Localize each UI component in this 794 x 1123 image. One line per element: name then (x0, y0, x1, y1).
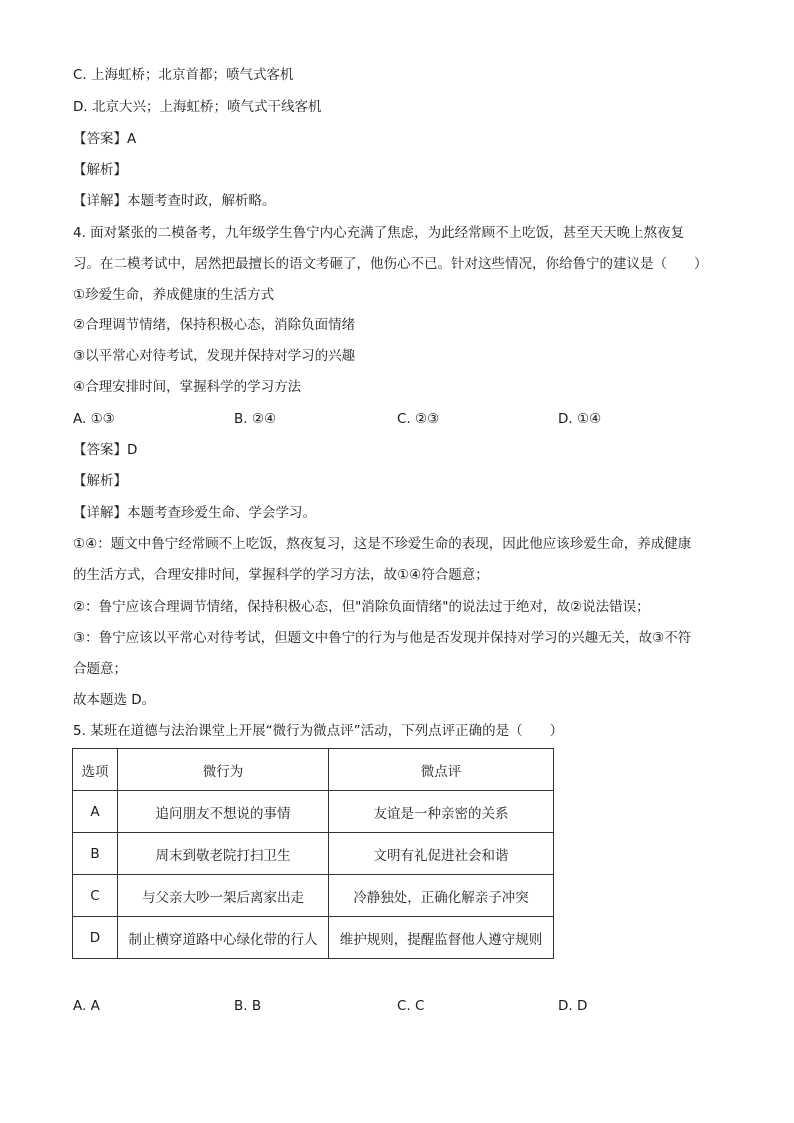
q5-table (72, 748, 554, 959)
q5-choice-a: A. A (73, 998, 100, 1014)
q4-explain1-line1: ①④：题文中鲁宁经常顾不上吃饭，熬夜复习，这是不珍爱生命的表现，因此他应该珍爱生命，养成健康 (73, 536, 692, 552)
table-cell: D (73, 917, 118, 959)
q5-choice-d: D. D (558, 998, 588, 1014)
q3-analysis-label: 【解析】 (73, 162, 127, 178)
q4-choice-d: D. ①④ (558, 411, 602, 427)
q4-choice-c: C. ②③ (397, 411, 440, 427)
table-cell: 文明有礼促进社会和谐 (329, 833, 554, 875)
q4-stem-line2: 习。在二模考试中，居然把最擅长的语文考砸了，他伤心不已。针对这些情况，你给鲁宁的建议是（ ） (73, 256, 708, 272)
table-header-cell: 选项 (73, 749, 118, 791)
table-cell: 追问朋友不想说的事情 (118, 791, 329, 833)
q4-item-3: ③以平常心对待考试，发现并保持对学习的兴趣 (73, 348, 356, 364)
q4-explain3-line2: 合题意； (73, 661, 127, 677)
q4-explain2: ②：鲁宁应该合理调节情绪，保持积极心态，但"消除负面情绪"的说法过于绝对，故②说法错误； (73, 599, 650, 615)
q3-answer: 【答案】A (73, 131, 137, 147)
table-cell: 制止横穿道路中心绿化带的行人 (118, 917, 329, 959)
q4-item-4: ④合理安排时间，掌握科学的学习方法 (73, 379, 302, 395)
table-header-row (73, 749, 554, 791)
table-cell: 冷静独处，正确化解亲子冲突 (329, 875, 554, 917)
q4-item-2: ②合理调节情绪，保持积极心态，消除负面情绪 (73, 317, 356, 333)
table-cell: B (73, 833, 118, 875)
table-cell: 与父亲大吵一架后离家出走 (118, 875, 329, 917)
q4-item-1: ①珍爱生命，养成健康的生活方式 (73, 287, 275, 303)
table-cell: C (73, 875, 118, 917)
q4-detail: 【详解】本题考查珍爱生命、学会学习。 (73, 505, 316, 521)
q4-answer: 【答案】D (73, 442, 138, 458)
table-header-cell: 微点评 (329, 749, 554, 791)
q4-choice-b: B. ②④ (234, 411, 277, 427)
table-row (73, 875, 554, 917)
q4-explain1-line2: 的生活方式，合理安排时间，掌握科学的学习方法，故①④符合题意； (73, 567, 489, 583)
table-cell: A (73, 791, 118, 833)
table-cell: 维护规则，提醒监督他人遵守规则 (329, 917, 554, 959)
q5-choice-b: B. B (234, 998, 262, 1014)
q5-choice-c: C. C (397, 998, 425, 1014)
table-row (73, 833, 554, 875)
q4-explain3-line1: ③：鲁宁应该以平常心对待考试，但题文中鲁宁的行为与他是否发现并保持对学习的兴趣无关，故③不符 (73, 630, 692, 646)
q5-stem: 5. 某班在道德与法治课堂上开展“微行为微点评”活动，下列点评正确的是（ ） (73, 723, 564, 739)
q4-choice-a: A. ①③ (73, 411, 115, 427)
q4-analysis-label: 【解析】 (73, 473, 127, 489)
q4-stem-line1: 4. 面对紧张的二模备考，九年级学生鲁宁内心充满了焦虑，为此经常顾不上吃饭，甚至天天晚上熬夜复 (73, 225, 685, 241)
q3-option-d: D. 北京大兴；上海虹桥；喷气式干线客机 (73, 99, 322, 115)
table-cell: 周末到敬老院打扫卫生 (118, 833, 329, 875)
q3-detail: 【详解】本题考查时政，解析略。 (73, 193, 276, 209)
table-row (73, 917, 554, 959)
table-header-cell: 微行为 (118, 749, 329, 791)
table-cell: 友谊是一种亲密的关系 (329, 791, 554, 833)
q4-conclusion: 故本题选 D。 (73, 692, 156, 708)
table-row (73, 791, 554, 833)
q3-option-c: C. 上海虹桥；北京首都；喷气式客机 (73, 67, 294, 83)
